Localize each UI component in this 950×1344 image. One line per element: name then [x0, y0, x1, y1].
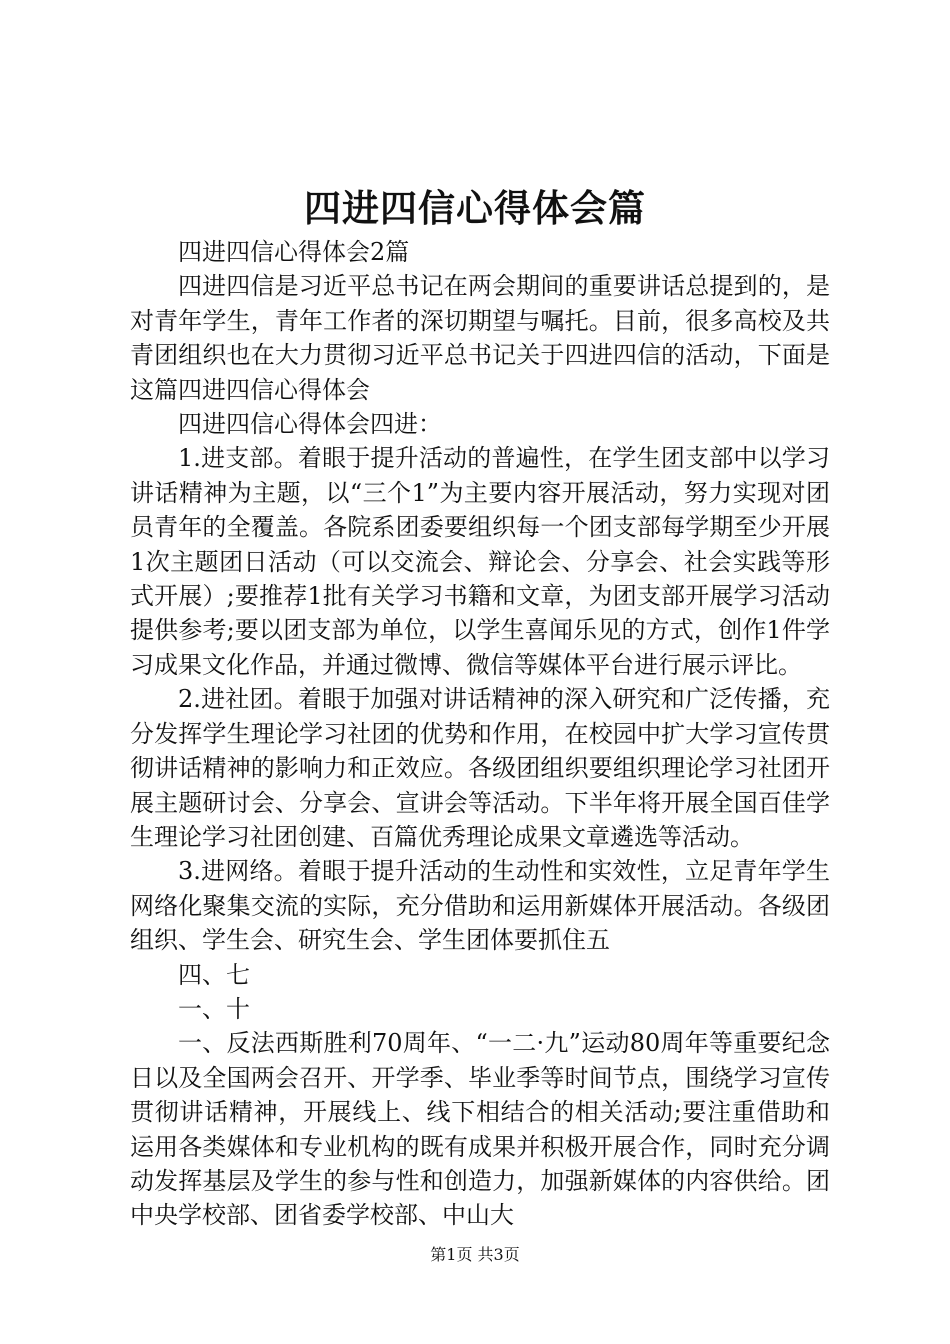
- document-title: 四进四信心得体会篇: [304, 186, 646, 230]
- paragraph-anniversary: 一、反法西斯胜利70周年、“一二·九”运动80周年等重要纪念日以及全国两会召开、开学季、毕业季等时间节点，围绕学习宣传贯彻讲话精神，开展线上、线下相结合的相关活动;要注重借助和运用各类媒体和专业机构的既有成果并积极开展合作，同时充分调动发挥基层及学生的参与性和创造力，加强新媒体的内容供给。团中央学校部、团省委学校部、中山大: [130, 1029, 830, 1230]
- paragraph-intro: 四进四信是习近平总书记在两会期间的重要讲话总提到的，是对青年学生，青年工作者的深切期望与嘱托。目前，很多高校及共青团组织也在大力贯彻习近平总书记关于四进四信的活动，下面是这篇四进四信心得体会: [130, 272, 830, 404]
- document-body: [130, 235, 830, 1233]
- paragraph-subtitle: 四进四信心得体会2篇: [178, 238, 410, 266]
- page-number-footer: 第1页 共3页: [430, 1245, 520, 1264]
- paragraph-fragment-four-seven: 四、七: [178, 960, 250, 989]
- paragraph-item-branch: 1.进支部。着眼于提升活动的普遍性，在学生团支部中以学习讲话精神为主题，以“三个1”为主要内容开展活动，努力实现对团员青年的全覆盖。各院系团委要组织每一个团支部每学期至少开展1次主题团日活动（可以交流会、辩论会、分享会、社会实践等形式开展）;要推荐1批有关学习书籍和文章，为团支部开展学习活动提供参考;要以团支部为单位，以学生喜闻乐见的方式，创作1件学习成果文化作品，并通过微博、微信等媒体平台进行展示评比。: [130, 444, 830, 679]
- paragraph-heading-four-jin: 四进四信心得体会四进：: [178, 410, 442, 439]
- paragraph-fragment-one-ten: 一、十: [178, 994, 250, 1023]
- paragraph-item-network: 3.进网络。着眼于提升活动的生动性和实效性，立足青年学生网络化聚集交流的实际，充分借助和运用新媒体开展活动。各级团组织、学生会、研究生会、学生团体要抓住五: [130, 857, 830, 955]
- paragraph-item-society: 2.进社团。着眼于加强对讲话精神的深入研究和广泛传播，充分发挥学生理论学习社团的优势和作用，在校园中扩大学习宣传贯彻讲话精神的影响力和正效应。各级团组织要组织理论学习社团开展主题研讨会、分享会、宣讲会等活动。下半年将开展全国百佳学生理论学习社团创建、百篇优秀理论成果文章遴选等活动。: [130, 685, 830, 851]
